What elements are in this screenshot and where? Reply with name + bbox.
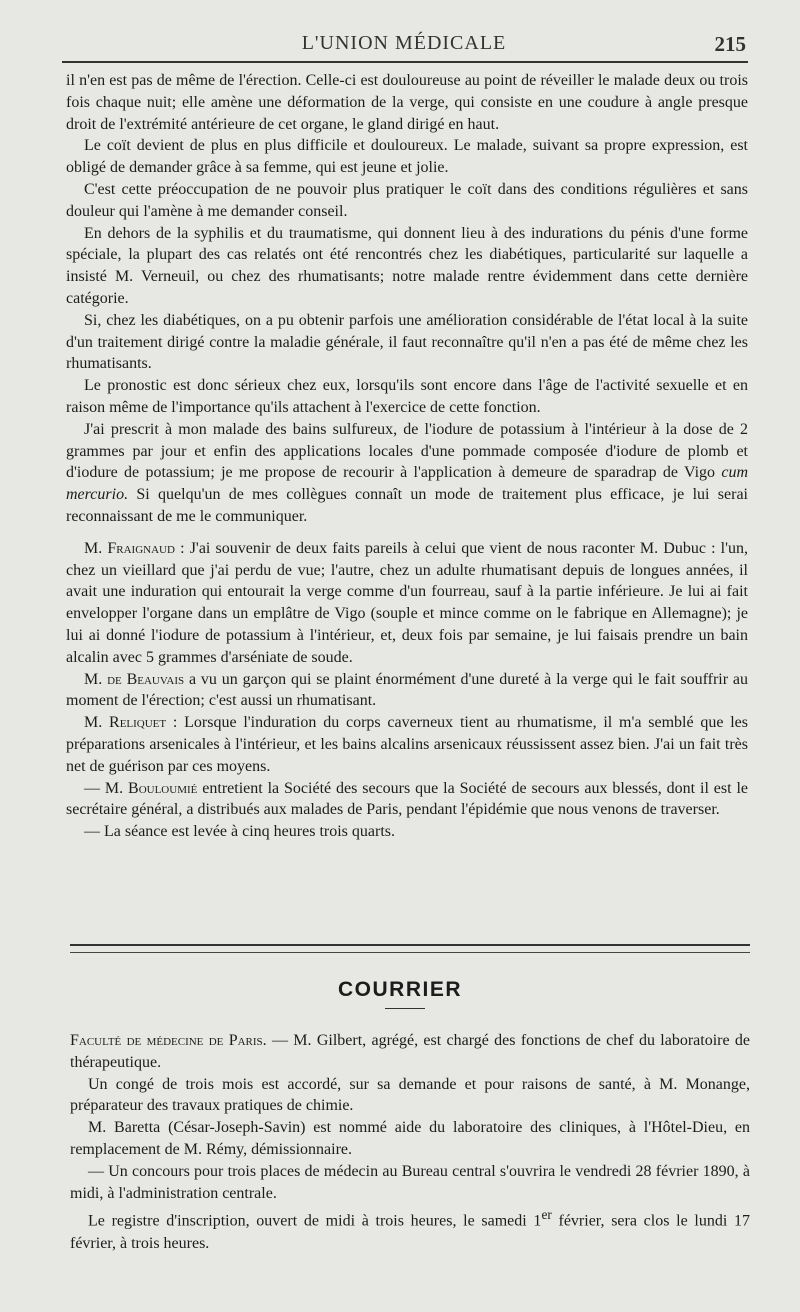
section-title: COURRIER xyxy=(337,978,462,1001)
text-run: : Lorsque l'induration du corps caverneux tient au rhumatisme, il m'a semblé que les préparations arsenicales à l'intérieur, et les bains alcalins arsenicaux réussissent assez bien. J'ai un fait très net de guérison par ces moyens. xyxy=(66,714,749,775)
paragraph: Un congé de trois mois est accordé, sur sa demande et pour raisons de santé, à M. Monange, préparateur des travaux pratiques de chimie. xyxy=(70,1075,750,1115)
paragraph: — La séance est levée à cinq heures trois quarts. xyxy=(84,823,395,841)
text-run: J'ai prescrit à mon malade des bains sulfureux, de l'iodure de potassium à l'intérieur à la dose de 2 grammes par jour et enfin des applications locales d'une pommade composée d'iodure de plomb et d'iodure de potassium; je me propose de recourir à l'application à demeure de sparadrap de Vigo xyxy=(66,420,748,482)
article-body xyxy=(66,70,748,843)
paragraph xyxy=(66,712,748,777)
speaker-name: Bouloumié xyxy=(128,779,198,797)
running-title: L'UNION MÉDICALE xyxy=(301,32,507,54)
page-header xyxy=(62,30,746,60)
courrier-body xyxy=(70,1030,750,1254)
text-run: février, sera clos le lundi 17 février, à trois heures. xyxy=(70,1212,750,1252)
text-run: a vu un garçon qui se plaint énormément d'une dureté à la verge qui le fait souffrir au moment de l'érection; c'est aussi un rhumatisant. xyxy=(66,670,748,710)
speaker-prefix: M. xyxy=(84,714,110,732)
speaker-name: M. Fraignaud xyxy=(84,539,175,557)
paragraph xyxy=(66,538,748,669)
paragraph-gap xyxy=(66,528,748,538)
speaker-prefix: — M. xyxy=(84,779,129,797)
paragraph: — Un concours pour trois places de médecin au Bureau central s'ouvrira le vendredi 28 février 1890, à midi, à l'administration centrale. xyxy=(70,1162,750,1202)
paragraph: Si, chez les diabétiques, on a pu obtenir parfois une amélioration considérable de l'état local à la suite d'un traitement dirigé contre la maladie générale, il faut reconnaître qu'il n'en a pas été de même chez les rhumatisants. xyxy=(66,311,748,373)
paragraph xyxy=(66,419,748,528)
italic-run: cum mercurio. xyxy=(66,464,748,504)
text-run: Si quelqu'un de mes collègues connaît un mode de traitement plus efficace, je lui serai reconnaissant de me le communiquer. xyxy=(66,486,748,525)
paragraph: En dehors de la syphilis et du traumatisme, qui donnent lieu à des indurations du pénis d'une forme spéciale, la plupart des cas relatés ont été rencontrés chez les diabétiques, particularité sur laquelle a insisté M. Verneuil, ou chez des rhumatisants; notre malade rentre évidemment dans cette dernière catégorie. xyxy=(66,224,748,307)
paragraph xyxy=(70,1204,750,1254)
text-run: : J'ai souvenir de deux faits pareils à celui que vient de nous raconter M. Dubuc : l'un, chez un vieillard que j'ai perdu de vue; l'autre, chez un adulte rhumatisant depuis de longues années, il avait une induration qui entourait la verge comme d'un fourreau, sauf à la partie inférieure. Je lui ai fait envelopper l'organe dans un emplâtre de Vigo (souple et mince comme on le fabrique en Allemagne); je lui ai donné l'iodure de potassium à l'intérieur, et, deux fois par semaine, je lui faisais prendre un bain alcalin avec 5 grammes d'arséniate de soude. xyxy=(66,539,749,666)
paragraph: C'est cette préoccupation de ne pouvoir plus pratiquer le coït dans des conditions régulières et sans douleur qui l'amène à me demander conseil. xyxy=(66,180,748,220)
paragraph: M. Baretta (César-Joseph-Savin) est nommé aide du laboratoire des cliniques, à l'Hôtel-Dieu, en remplacement de M. Rémy, démissionnaire. xyxy=(70,1119,750,1158)
header-rule xyxy=(62,61,748,63)
speaker-name: Reliquet xyxy=(109,714,167,732)
paragraph: Le coït devient de plus en plus difficile et douloureux. Le malade, suivant sa propre expression, est obligé de demander grâce à sa femme, qui est jeune et jolie. xyxy=(66,137,748,177)
speaker-name: Beauvais xyxy=(126,670,185,688)
text-run: — M. Gilbert, agrégé, est chargé des fonctions de chef du laboratoire de thérapeutique. xyxy=(70,1032,750,1071)
text-run: Le registre d'inscription, ouvert de midi à trois heures, le samedi 1 xyxy=(88,1212,542,1230)
text-run: entretient la Société des secours que la Société de secours aux blessés, dont il est le secrétaire général, a distribués aux malades de Paris, pendant l'épidémie que nous venons de traverser. xyxy=(66,779,749,819)
paragraph: Le pronostic est donc sérieux chez eux, lorsqu'ils sont encore dans l'âge de l'activité sexuelle et en raison même de l'importance qu'ils attachent à l'exercice de cette fonction. xyxy=(66,377,748,416)
page-number: 215 xyxy=(714,32,746,56)
institution-name: Faculté de médecine de Paris. xyxy=(70,1032,267,1049)
speaker-prefix: M. de xyxy=(84,670,127,688)
section-divider xyxy=(70,944,750,953)
superscript: er xyxy=(541,1207,552,1223)
paragraph xyxy=(66,778,748,822)
paragraph xyxy=(66,669,748,713)
paragraph xyxy=(70,1030,750,1074)
paragraph: il n'en est pas de même de l'érection. Celle-ci est douloureuse au point de réveiller le malade deux ou trois fois chaque nuit; elle amène une déformation de la verge, qui consiste en une coudure à angle presque droit de l'extrémité antérieure de cet organe, le gland dirigé en haut. xyxy=(66,72,748,133)
title-underline xyxy=(385,1008,425,1009)
